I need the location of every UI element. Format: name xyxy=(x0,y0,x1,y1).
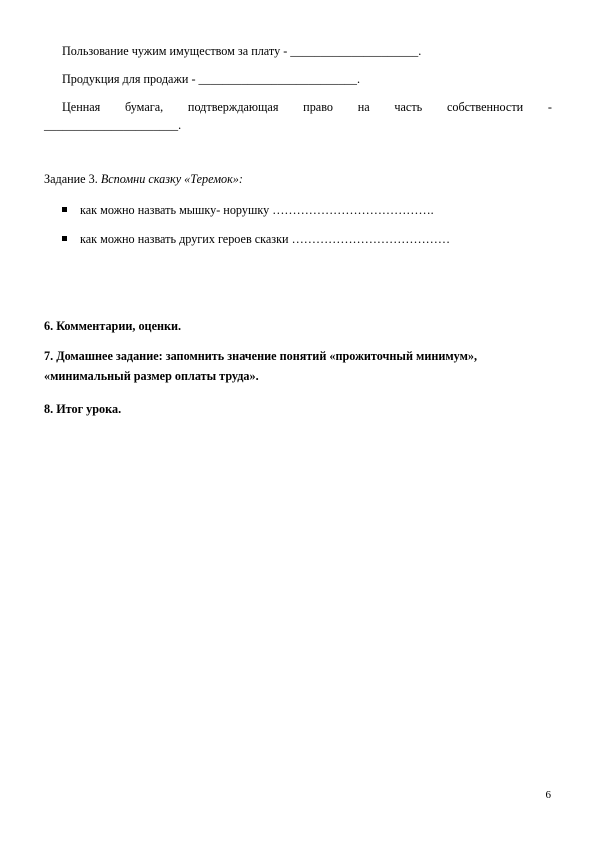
task3-title: Вспомни сказку «Теремок»: xyxy=(100,172,243,186)
list-item-text: как можно назвать других героев сказки ………………………………… xyxy=(80,232,451,246)
square-bullet-icon xyxy=(62,207,67,212)
section-6-heading: 6. Комментарии, оценки. xyxy=(44,319,182,333)
list-item-text: как можно назвать мышку- норушку …………………………………. xyxy=(80,203,434,217)
word: бумага, xyxy=(125,100,164,114)
paragraph-security-line2: ______________________. xyxy=(44,118,182,132)
list-item xyxy=(62,203,434,217)
section-7-line1: 7. Домашнее задание: запомнить значение понятий «прожиточный минимум», xyxy=(44,349,478,363)
square-bullet-icon xyxy=(62,236,67,241)
page-number: 6 xyxy=(545,789,551,802)
paragraph-products: Продукция для продажи - __________________________. xyxy=(62,72,361,86)
task3-label: Задание 3. xyxy=(44,172,98,186)
word: собственности xyxy=(446,100,524,114)
paragraph-security-line1 xyxy=(62,100,552,114)
word: право xyxy=(303,100,333,114)
paragraph-rent: Пользование чужим имуществом за плату - _____________________. xyxy=(62,44,422,58)
word: на xyxy=(357,100,370,114)
word: часть xyxy=(394,100,423,114)
section-8-heading: 8. Итог урока. xyxy=(44,402,122,416)
list-item xyxy=(62,232,450,246)
word: подтверждающая xyxy=(187,100,279,114)
word: - xyxy=(547,100,552,114)
section-7-line2: «минимальный размер оплаты труда». xyxy=(44,369,259,383)
word: Ценная xyxy=(62,100,101,114)
task3-heading xyxy=(44,172,243,186)
